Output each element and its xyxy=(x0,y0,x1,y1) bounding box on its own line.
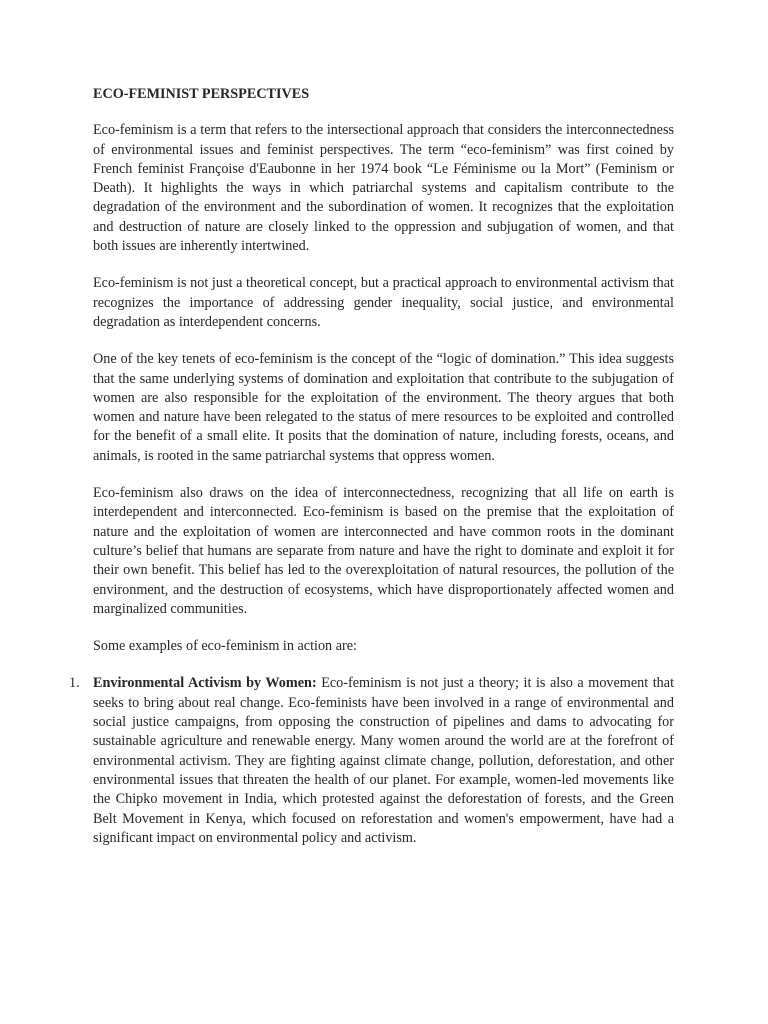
paragraph-logic-of-domination: One of the key tenets of eco-feminism is the concept of the “logic of domination.” This idea suggests that the same underlying systems of domination and exploitation that contribute to the subjugation of women are also responsible for the exploitation of the environment. The theory argues that both women and nature have been relegated to the status of mere resources to be exploited and controlled for the benefit of a small elite. It posits that the domination of nature, including forests, oceans, and animals, is rooted in the same patriarchal systems that oppress women. xyxy=(93,351,674,464)
paragraph-definition: Eco-feminism is a term that refers to the intersectional approach that considers the interconnectedness of environmental issues and feminist perspectives. The term “eco-feminism” was first coined by French feminist Françoise d'Eaubonne in her 1974 book “Le Féminisme ou la Mort” (Feminism or Death). It highlights the ways in which patriarchal systems and capitalism contribute to the degradation of the environment and the subordination of women. It recognizes that the exploitation and destruction of nature are closely linked to the oppression and subjugation of women, and that both issues are inherently intertwined. xyxy=(93,122,674,255)
document-page xyxy=(69,85,675,848)
list-item-heading: Environmental Activism by Women: xyxy=(93,675,317,692)
paragraph-examples-intro: Some examples of eco-feminism in action are: xyxy=(93,638,357,655)
paragraph-interconnectedness: Eco-feminism also draws on the idea of interconnectedness, recognizing that all life on earth is interdependent and interconnected. Eco-feminism is based on the premise that the exploitation of nature and the exploitation of women are interconnected and have common roots in the dominant culture’s belief that humans are separate from nature and have the right to dominate and exploit it for their own benefit. This belief has led to the overexploitation of natural resources, the pollution of the environment, and the destruction of ecosystems, which have disproportionately affected women and marginalized communities. xyxy=(93,485,674,617)
list-item xyxy=(69,674,675,848)
list-item-text: Eco-feminism is not just a theory; it is also a movement that seeks to bring about real change. Eco-feminists have been involved in a range of environmental and social justice campaigns, from opposing the construction of pipelines and dams to advocating for sustainable agriculture and renewable energy. Many women around the world are at the forefront of environmental activism. They are fighting against climate change, pollution, deforestation, and other environmental issues that threaten the health of our planet. For example, women-led movements like the Chipko movement in India, which protested against the deforestation of forests, and the Green Belt Movement in Kenya, which focused on reforestation and women's empowerment, have had a significant impact on environmental policy and activism. xyxy=(93,675,675,846)
document-title: ECO-FEMINIST PERSPECTIVES xyxy=(93,86,310,102)
list-item-number: 1. xyxy=(69,675,80,692)
examples-list xyxy=(69,674,675,848)
paragraph-practical-approach: Eco-feminism is not just a theoretical concept, but a practical approach to environmental activism that recognizes the importance of addressing gender inequality, social justice, and environmental degradation as interdependent concerns. xyxy=(93,275,674,330)
